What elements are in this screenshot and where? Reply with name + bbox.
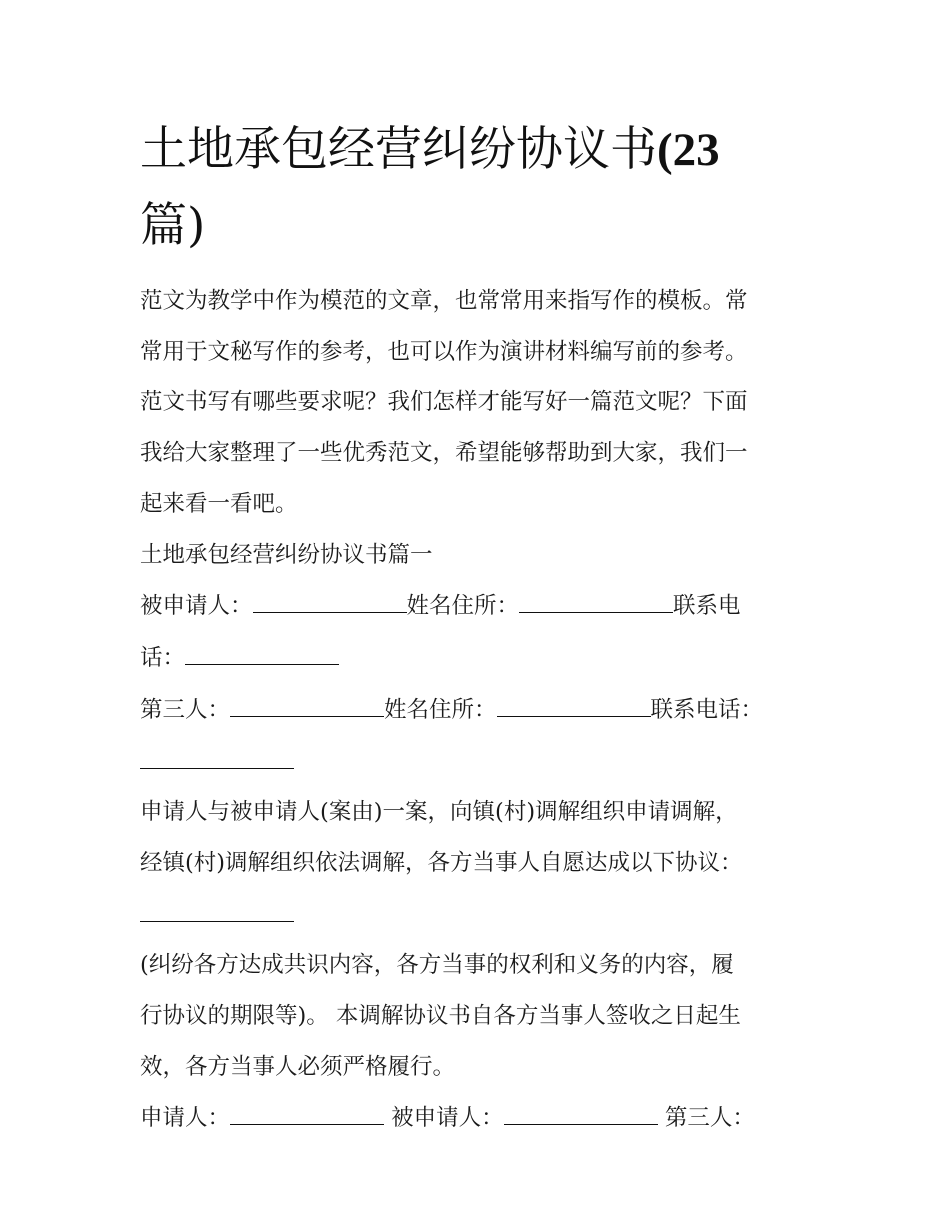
- section-heading: 土地承包经营纠纷协议书篇一: [140, 541, 433, 568]
- respondent-label: 被申请人：: [140, 593, 253, 620]
- signature-third-party-label: 第三人：: [664, 1105, 755, 1132]
- respondent-line: [140, 580, 820, 632]
- intro-line: 我给大家整理了一些优秀范文，希望能够帮助到大家，我们一: [140, 440, 748, 467]
- third-party-line: [140, 684, 820, 736]
- third-party-phone-blank[interactable]: [140, 735, 294, 769]
- respondent-phone-label-part2: 话：: [140, 644, 186, 671]
- signature-line: [140, 1092, 820, 1144]
- third-party-address-label: 姓名住所：: [384, 696, 497, 723]
- mediation-line: 经镇(村)调解组织依法调解，各方当事人自愿达成以下协议：: [140, 849, 743, 876]
- title-main: 土地承包经营纠纷协议书: [140, 122, 657, 177]
- intro-line: 范文为教学中作为模范的文章，也常常用来指写作的模板。常: [140, 288, 748, 314]
- respondent-address-blank[interactable]: [519, 580, 673, 613]
- respondent-address-label: 姓名住所：: [406, 593, 520, 620]
- signature-respondent-blank[interactable]: [504, 1092, 658, 1125]
- title-count-close: 篇): [140, 198, 206, 253]
- third-party-phone-label: 联系电话：: [650, 696, 764, 723]
- title-count-open: (23: [657, 124, 720, 176]
- intro-line: 范文书写有哪些要求呢？我们怎样才能写好一篇范文呢？下面: [140, 389, 748, 416]
- respondent-phone-blank[interactable]: [185, 632, 339, 665]
- document-title: [140, 112, 820, 264]
- intro-line: 起来看一看吧。: [140, 490, 298, 517]
- respondent-name-blank[interactable]: [253, 580, 407, 613]
- third-party-address-blank[interactable]: [497, 684, 651, 717]
- agreement-line: 效，各方当事人必须严格履行。: [140, 1053, 456, 1080]
- document-body: [140, 276, 820, 1144]
- signature-applicant-blank[interactable]: [230, 1092, 384, 1125]
- agreement-content-blank[interactable]: [140, 888, 294, 922]
- signature-respondent-label: 被申请人：: [391, 1105, 504, 1132]
- respondent-phone-line: [140, 632, 820, 684]
- third-party-name-blank[interactable]: [230, 684, 384, 717]
- agreement-line: (纠纷各方达成共识内容，各方当事的权利和义务的内容，履: [140, 952, 734, 979]
- mediation-line: 申请人与被申请人(案由)一案，向镇(村)调解组织申请调解，: [140, 799, 738, 826]
- third-party-label: 第三人：: [140, 696, 231, 723]
- signature-applicant-label: 申请人：: [140, 1105, 231, 1132]
- agreement-line: 行协议的期限等)。 本调解协议书自各方当事人签收之日起生: [140, 1002, 741, 1029]
- intro-line: 常用于文秘写作的参考，也可以作为演讲材料编写前的参考。: [140, 338, 748, 365]
- respondent-phone-label-part1: 联系电: [673, 593, 741, 620]
